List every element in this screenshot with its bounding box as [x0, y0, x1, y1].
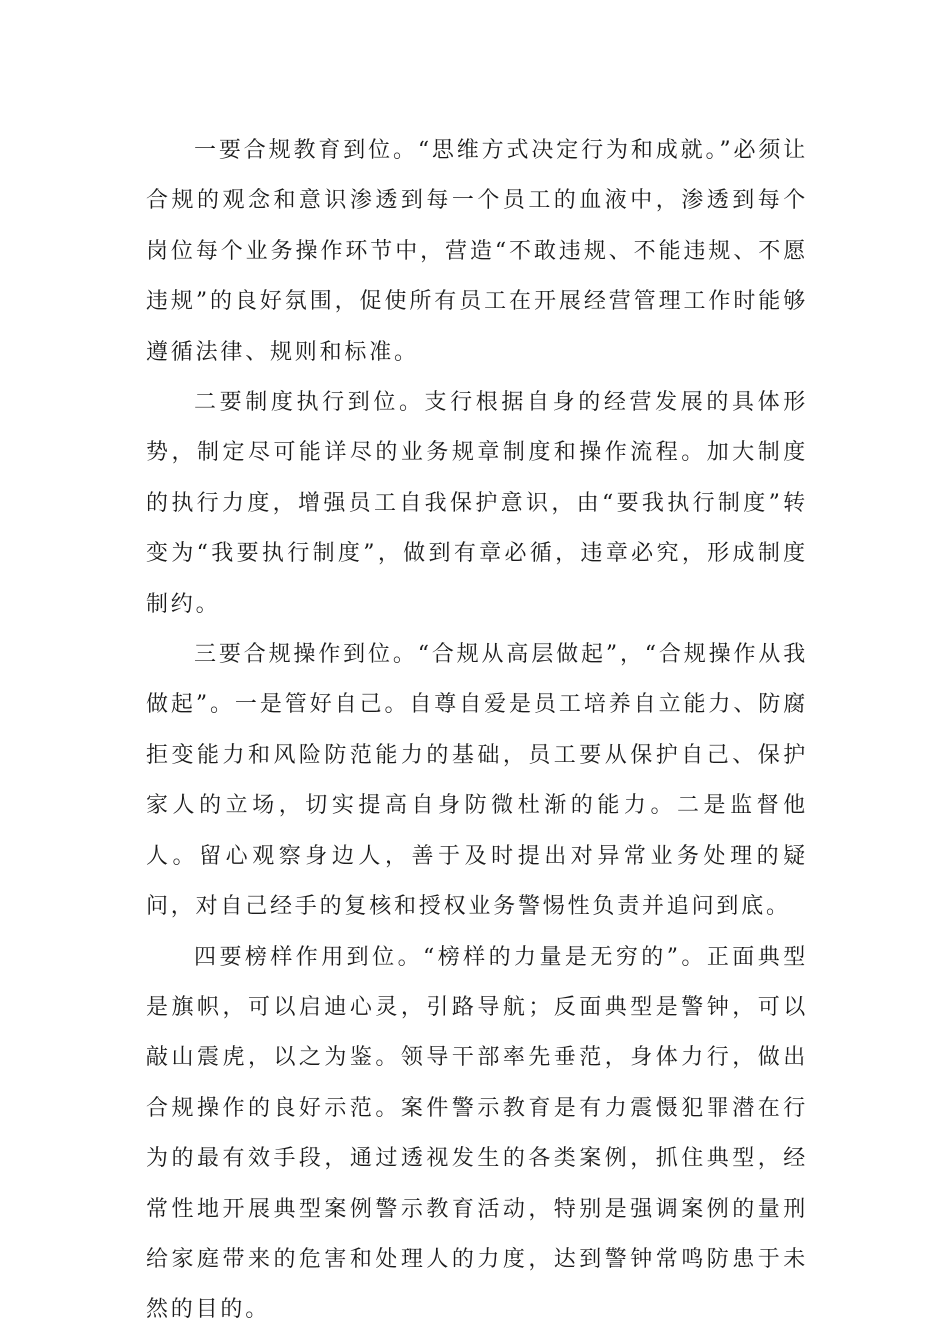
paragraph-compliance-education: 一要合规教育到位。“思维方式决定行为和成就。”必须让合规的观念和意识渗透到每一个员工的血液中，渗透到每个岗位每个业务操作环节中，营造“不敢违规、不能违规、不愿违规”的良好氛围，促使所有员工在开展经营管理工作时能够遵循法律、规则和标准。 [146, 138, 808, 365]
document-body [146, 126, 808, 1336]
paragraph-role-model: 四要榜样作用到位。“榜样的力量是无穷的”。正面典型是旗帜，可以启迪心灵，引路导航；反面典型是警钟，可以敲山震虎，以之为鉴。领导干部率先垂范，身体力行，做出合规操作的良好示范。案件警示教育是有力震慑犯罪潜在行为的最有效手段，通过透视发生的各类案例，抓住典型，经常性地开展典型案例警示教育活动，特别是强调案例的量刑给家庭带来的危害和处理人的力度，达到警钟常鸣防患于未然的目的。 [146, 944, 808, 1323]
paragraph-system-execution: 二要制度执行到位。支行根据自身的经营发展的具体形势，制定尽可能详尽的业务规章制度和操作流程。加大制度的执行力度，增强员工自我保护意识，由“要我执行制度”转变为“我要执行制度”，做到有章必循，违章必究，形成制度制约。 [146, 390, 808, 617]
paragraph-compliance-operation: 三要合规操作到位。“合规从高层做起”，“合规操作从我做起”。一是管好自己。自尊自爱是员工培养自立能力、防腐拒变能力和风险防范能力的基础，员工要从保护自己、保护家人的立场，切实提高自身防微杜渐的能力。二是监督他人。留心观察身边人，善于及时提出对异常业务处理的疑问，对自己经手的复核和授权业务警惕性负责并追问到底。 [146, 642, 808, 920]
